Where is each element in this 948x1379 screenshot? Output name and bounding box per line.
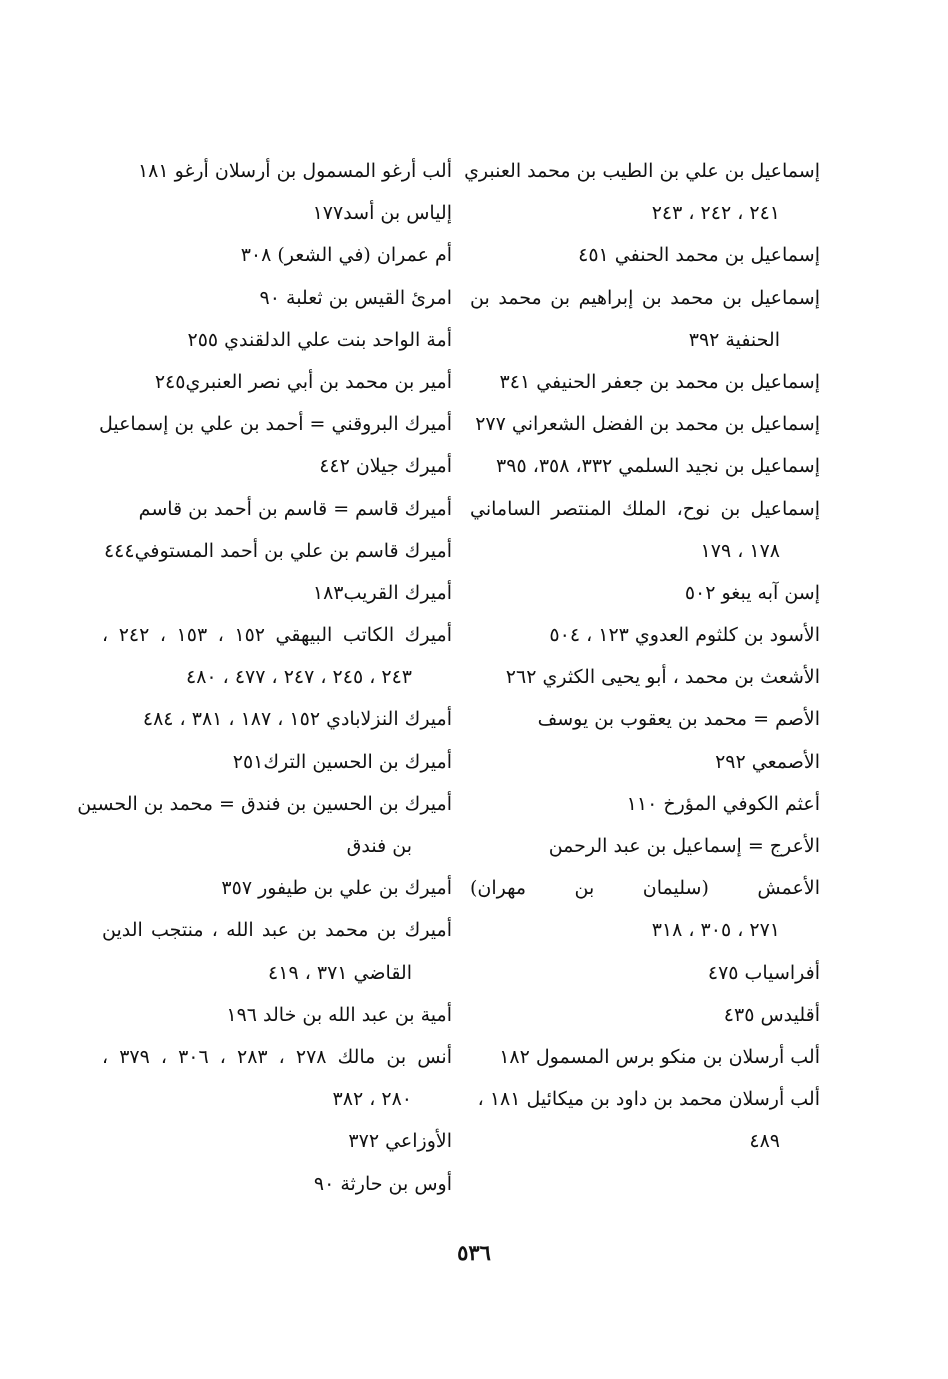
index-entry: الأعمش (سليمان بن مهران) [470,877,820,900]
index-entry: أميرك بن الحسين بن فندق = محمد بن الحسين [77,792,452,815]
index-entry: الأصمعي ٢٩٢ [715,750,820,773]
index-entry: أميرك بن علي بن طيفور ٣٥٧ [221,877,452,900]
index-entry: ألب أرغو المسمول بن أرسلان أرغو ١٨١ [137,160,452,182]
index-entry: أمية بن عبد الله بن خالد ١٩٦ [226,1003,452,1026]
index-entry: إسماعيل بن محمد بن الفضل الشعراني ٢٧٧ [475,413,820,436]
index-entry: أفراسياب ٤٧٥ [707,961,820,984]
index-entry-continuation: ٢٧١ ، ٣٠٥ ، ٣١٨ [651,919,780,942]
index-entry-continuation: ٤٨٩ [749,1130,780,1153]
index-entry: أمة الواحد بنت علي الدلقندي ٢٥٥ [187,328,452,351]
index-entry: أميرك الكاتب البيهقي ١٥٢ ، ١٥٣ ، ٢٤٢ ، [102,624,452,647]
index-entry: الأوزاعي ٣٧٢ [348,1130,452,1153]
index-entry: الأشعث بن محمد ، أبو يحيى الكثري ٢٦٢ [505,666,820,689]
index-entry-continuation: ٢٨٠ ، ٣٨٢ [332,1088,412,1111]
page-number: ٥٣٦ [457,1240,491,1265]
index-entry: إسماعيل بن محمد بن جعفر الحنيفي ٣٤١ [499,370,820,393]
index-entry: إسماعيل بن محمد بن إبراهيم بن محمد بن [470,286,820,309]
index-entry: أميرك البروقني = أحمد بن علي بن إسماعيل [98,413,452,436]
index-column-left [77,150,452,1205]
index-entry: إسماعيل بن نوح، الملك المنتصر الساماني [470,497,820,520]
index-entry: أوس بن حارثة ٩٠ [313,1172,452,1195]
index-entry: أم عمران (في الشعر) ٣٠٨ [240,244,452,267]
index-entry: أعثم الكوفي المؤرخ ١١٠ [626,792,820,815]
index-entry: أميرك قاسم = قاسم بن أحمد بن قاسم [138,497,452,520]
index-entry: الأعرج = إسماعيل بن عبد الرحمن [548,835,820,857]
index-entry: إسماعيل بن علي بن الطيب بن محمد العنبري [464,160,820,182]
index-entry-continuation: الحنفية ٣٩٢ [688,328,780,351]
index-entry: أمير بن محمد بن أبي نصر العنبري٢٤٥ [154,370,452,393]
index-entry: ألب أرسلان محمد بن داود بن ميكائيل ١٨١ ، [477,1088,820,1111]
index-entry: إسماعيل بن محمد الحنفي ٤٥١ [578,244,820,267]
index-entry: امرئ القيس بن ثعلبة ٩٠ [259,286,452,309]
index-entry: الأسود بن كلثوم العدوي ١٢٣ ، ٥٠٤ [549,624,820,647]
index-entry: الأصم = محمد بن يعقوب بن يوسف [537,708,820,731]
index-entry-continuation: بن فندق [346,835,412,857]
index-entry: أميرك بن محمد بن عبد الله ، منتجب الدين [102,919,452,942]
index-column-right [464,150,820,1163]
index-entry: أميرك جيلان ٤٤٢ [319,455,452,478]
index-entry-continuation: ١٧٨ ، ١٧٩ [700,539,780,562]
index-entry: إلياس بن أسد١٧٧ [312,202,452,225]
index-entry: إسن آبه يبغو ٥٠٢ [684,581,820,604]
index-entry: إسماعيل بن نجيد السلمي ٣٣٢، ٣٥٨، ٣٩٥ [496,455,820,478]
index-entry: أميرك القريب١٨٣ [312,581,452,604]
index-entry-continuation: القاضي ٣٧١ ، ٤١٩ [268,961,412,984]
index-entry: أميرك بن الحسين الترك٢٥١ [232,750,452,773]
index-entry-continuation: ٢٤١ ، ٢٤٢ ، ٢٤٣ [651,202,780,225]
index-entry-continuation: ٢٤٣ ، ٢٤٥ ، ٢٤٧ ، ٤٧٧ ، ٤٨٠ [186,666,412,689]
index-entry: أقليدس ٤٣٥ [723,1003,820,1026]
index-entry: أميرك قاسم بن علي بن أحمد المستوفي٤٤٤ [103,539,452,562]
index-entry: أنس بن مالك ٢٧٨ ، ٢٨٣ ، ٣٠٦ ، ٣٧٩ ، [102,1045,452,1068]
index-entry: ألب أرسلان بن منكو برس المسمول ١٨٢ [499,1045,820,1068]
index-entry: أميرك النزلابادي ١٥٢ ، ١٨٧ ، ٣٨١ ، ٤٨٤ [142,708,452,731]
